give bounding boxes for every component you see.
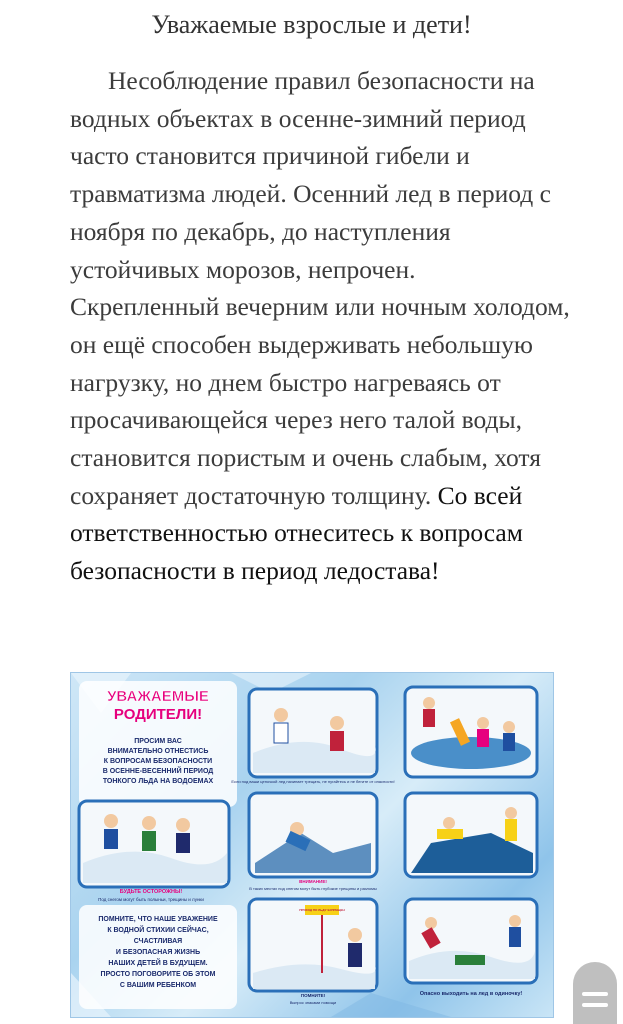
hamburger-menu-button[interactable]	[573, 962, 617, 1024]
child-figure	[443, 817, 455, 829]
request-line-4: В ОСЕННЕ-ВЕСЕННИЙ ПЕРИОД	[102, 768, 214, 775]
panel6-caption: Выпрос знаками помощи	[289, 1000, 337, 1005]
remember-line-7: С ВАШИМ РЕБЕНКОМ	[119, 982, 197, 989]
rescuer-figure	[505, 807, 517, 819]
remember-line-3: СЧАСТЛИВАЯ	[133, 938, 183, 945]
remember-line-6: ПРОСТО ПОГОВОРИТЕ ОБ ЭТОМ	[100, 971, 216, 978]
panel4-caption: В таких местах под снегом могут быть глубокие трещины и разломы	[249, 886, 377, 891]
poster-title-line2: РОДИТЕЛИ!	[113, 706, 203, 723]
remember-line-5: НАШИХ ДЕТЕЙ В БУДУЩЕМ.	[108, 960, 208, 967]
caution-title: БУДЬТЕ ОСТОРОЖНЫ!	[119, 889, 183, 895]
request-line-3: К ВОПРОСАМ БЕЗОПАСНОСТИ	[103, 758, 213, 765]
remember-line-2: К ВОДНОЙ СТИХИИ СЕЙЧАС,	[107, 927, 209, 934]
request-line-5: ТОНКОГО ЛЬДА НА ВОДОЕМАХ	[102, 778, 214, 785]
panel4-title: ВНИМАНИЕ!	[299, 879, 327, 884]
child-figure	[509, 915, 521, 927]
poster-title-line1: УВАЖАЕМЫЕ	[107, 688, 209, 705]
panel7-caption: Опасно выходить на лед в одиночку!	[419, 991, 523, 997]
rescuer-figure	[348, 928, 362, 942]
caution-text: Под снегом могут быть полыньи, трещины и лунки	[98, 897, 204, 902]
article-emphasis: Со всей ответственностью отнеситесь к вопросам безопасности в период ледостава!	[70, 480, 523, 586]
safety-poster	[70, 672, 554, 1018]
child-figure	[330, 716, 344, 730]
child-figure	[423, 697, 435, 709]
article-body	[70, 62, 570, 590]
child-figure	[425, 917, 437, 929]
child-figure	[477, 717, 489, 729]
panel2-caption: Если под ваши цепочкой лед начинает трещать, не пугайтесь и не бегите от опасности!	[231, 779, 395, 784]
child-figure	[142, 816, 156, 830]
panel6-title: ПОМНИТЕ!	[300, 993, 326, 998]
remember-line-1: ПОМНИТЕ, ЧТО НАШЕ УВАЖЕНИЕ	[98, 916, 218, 923]
poster-illustration	[71, 673, 553, 1017]
child-figure	[104, 814, 118, 828]
request-line-1: ПРОСИМ ВАС	[134, 738, 182, 745]
warning-sign-text: ПРОХОД ПО ЛЬДУ ЗАПРЕЩЕН	[299, 908, 345, 912]
hamburger-icon	[582, 992, 608, 996]
hamburger-icon-bar	[582, 1003, 608, 1007]
article-heading: Уважаемые взрослые и дети!	[151, 10, 472, 39]
article-body-text: Несоблюдение правил безопасности на водных объектах в осенне-зимний период часто становится причиной гибели и травматизма людей. Осенний лед в период с ноября по декабрь, до наступления устойчивых морозов, непрочен. Скрепленный вечерним или ночным холодом, он ещё способен выдерживать небольшую нагрузку, но днем быстро нагреваясь от просачивающейся через него талой воды, становится пористым и очень слабым, хотя сохраняет достаточную толщину.	[70, 66, 570, 510]
request-line-2: ВНИМАТЕЛЬНО ОТНЕСТИСЬ	[107, 748, 209, 755]
child-figure	[503, 721, 515, 733]
remember-line-4: И БЕЗОПАСНАЯ ЖИЗНЬ	[115, 949, 201, 956]
child-figure	[274, 708, 288, 722]
child-figure	[176, 818, 190, 832]
